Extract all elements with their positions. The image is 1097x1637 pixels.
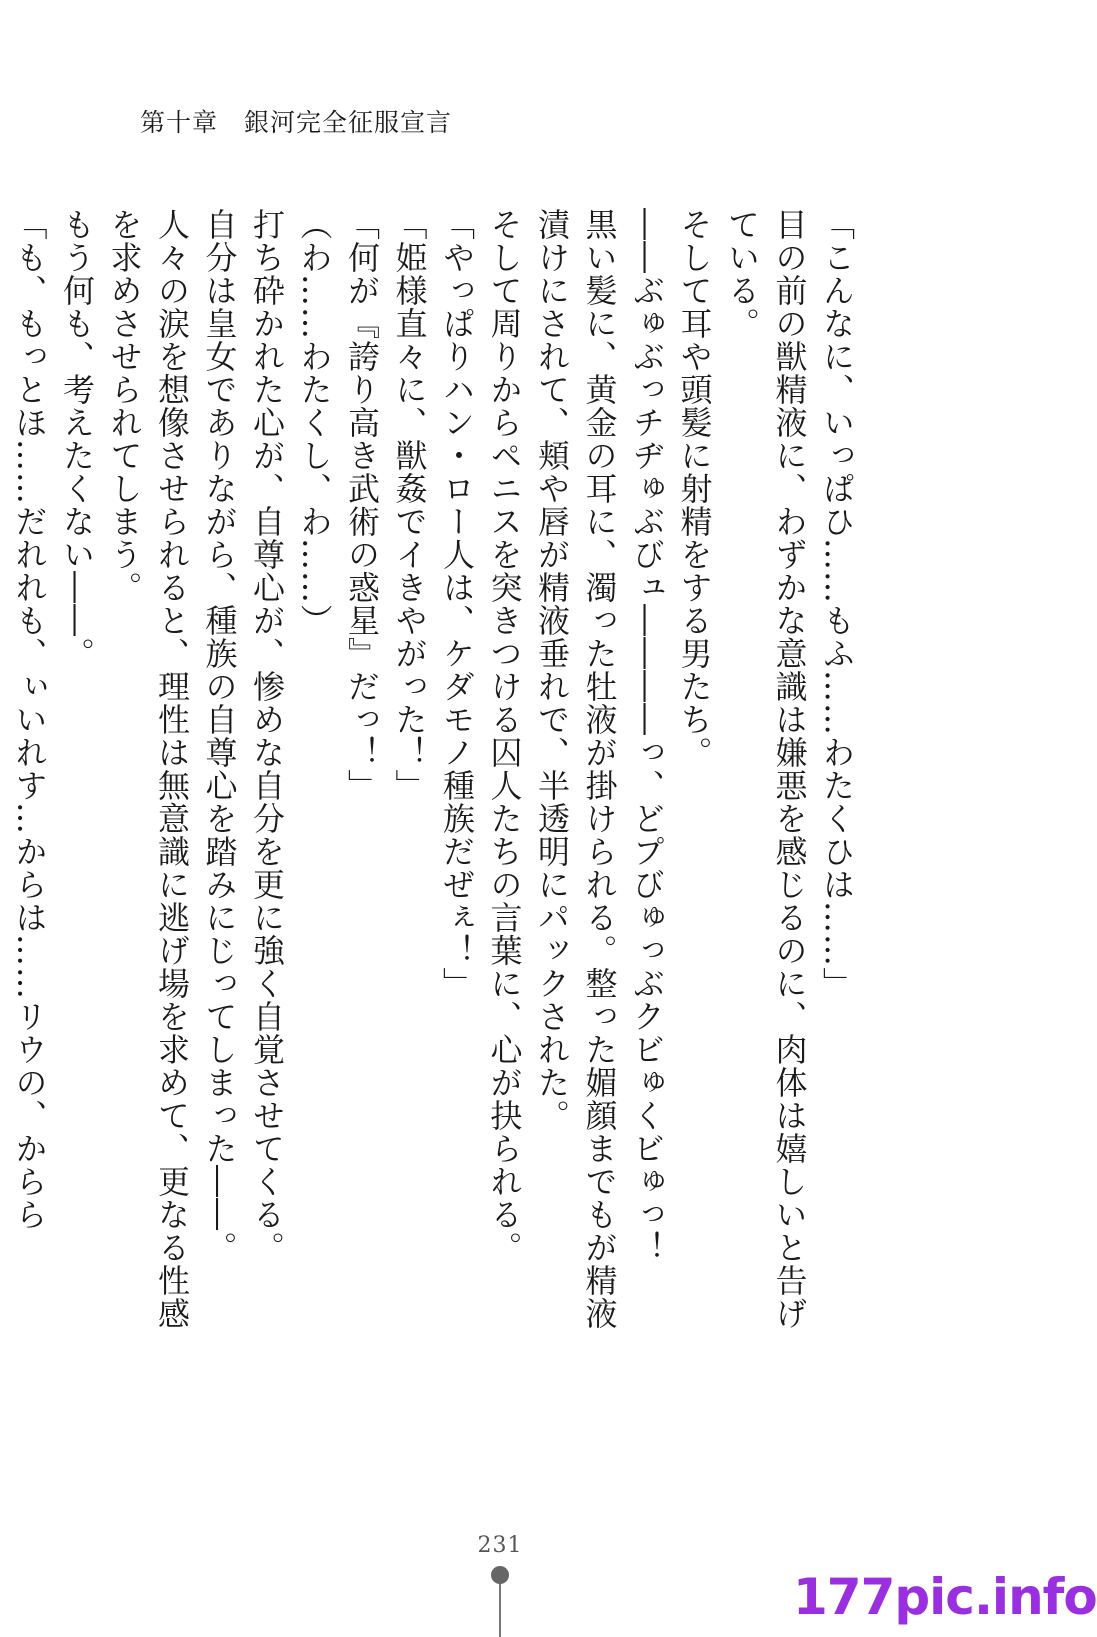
watermark: 177pic.info: [793, 1568, 1097, 1626]
paragraph: 目の前の獣精液に、わずかな意識は嫌悪を感じるのに、肉体は嬉しいと告げている。: [723, 208, 809, 1330]
chapter-number: 第十章: [140, 108, 219, 137]
paragraph: 黒い髪に、黄金の耳に、濁った牡液が掛けられる。整った媚顔までもが精液漬けにされて、頬や唇が精液垂れで、半透明にパックされた。: [533, 208, 619, 1330]
page-number: 231: [477, 1533, 523, 1558]
paragraph: 打ち砕かれた心が、自尊心が、惨めな自分を更に強く自覚させてくる。: [248, 208, 286, 1264]
paragraph: 人々の涙を想像させられると、理性は無意識に逃げ場を求めて、更なる性感を求めさせられてしまう。: [105, 208, 191, 1330]
paragraph: 「姫様直々に、獣姦でイきやがった！」: [390, 208, 429, 802]
paragraph: そして耳や頭髪に射精をする男たち。: [675, 208, 714, 769]
chapter-title: 銀河完全征服宣言: [244, 108, 453, 137]
paragraph: 「こんなに、いっぱひ……もふ……わたくひは……」: [818, 208, 856, 1000]
page-ornament: [499, 1572, 501, 1637]
paragraph: もう何も、考えたくない――。: [58, 208, 96, 670]
body-text: [10, 208, 860, 1348]
paragraph: ――ぶゅぶっチヂゅぶびュ――――っ、どプびゅっぶクビゅくビゅっ！: [628, 208, 666, 1264]
paragraph: 自分は皇女でありながら、種族の自尊心を踏みにじってしまった――。: [200, 208, 239, 1264]
paragraph: 「も、もっとほ……だれれも、ぃいれす…からは……リウの、からら: [10, 208, 49, 1231]
paragraph: 「何が『誇り高き武術の惑星』だっ！」: [343, 208, 381, 802]
paragraph: （わ……わたくし、わ……）: [295, 208, 334, 637]
running-header: [140, 103, 452, 139]
paragraph: 「やっぱりハン・ロー人は、ケダモノ種族だぜぇ！」: [438, 208, 476, 1000]
paragraph: そして周りからペニスを突きつける囚人たちの言葉に、心が抉られる。: [485, 208, 524, 1264]
